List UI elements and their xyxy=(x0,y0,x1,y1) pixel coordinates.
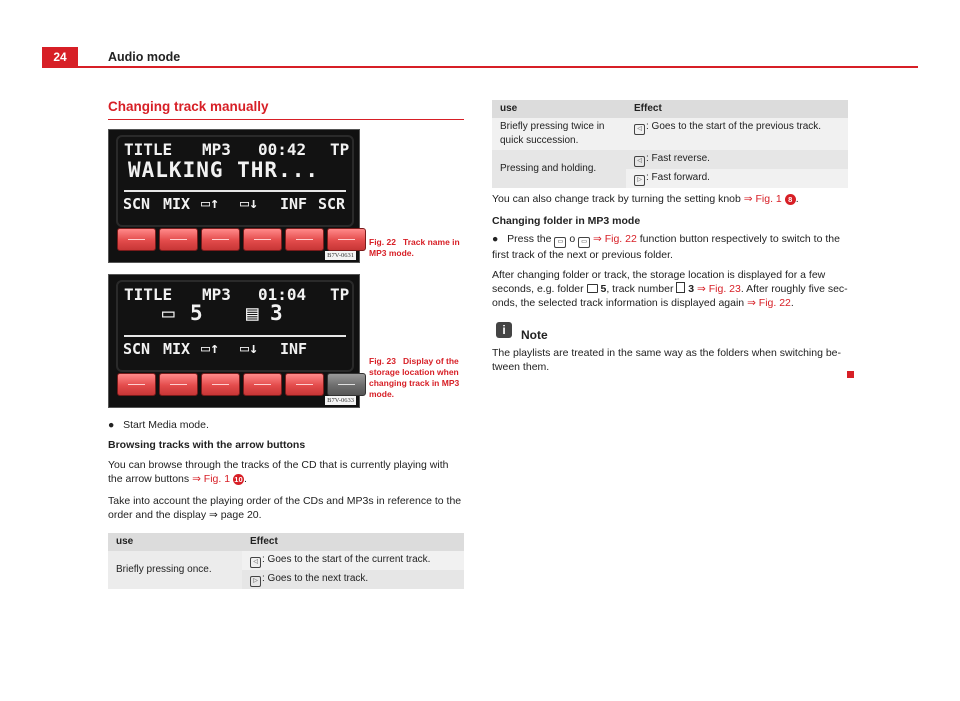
page-number: 24 xyxy=(42,47,78,67)
paragraph-end: . xyxy=(243,473,247,485)
lcd-divider xyxy=(124,190,346,192)
lcd-title: TITLE xyxy=(124,140,173,159)
track-icon: ▤ xyxy=(246,301,259,325)
track-number: 3 xyxy=(688,283,695,295)
table-cell-effect xyxy=(242,551,464,570)
folder-icon: ▭ xyxy=(162,301,175,325)
table-cell-use: Briefly pressing twice in quick succession. xyxy=(492,118,626,150)
table-cell-effect xyxy=(242,570,464,589)
header-rule xyxy=(42,66,918,68)
bullet-press-function-button xyxy=(492,232,848,262)
folder-up-button-icon: ▭ xyxy=(554,237,566,248)
lcd-tp: TP xyxy=(330,285,350,304)
caption-text: Track name in MP3 mode. xyxy=(369,237,460,258)
table-single-press xyxy=(108,533,464,589)
figure-22-image xyxy=(108,129,360,263)
effect-text: : Goes to the start of the current track. xyxy=(262,554,431,565)
function-button xyxy=(285,228,324,251)
callout-number: 8 xyxy=(785,194,796,205)
next-button-icon: ▷ xyxy=(250,576,261,587)
table-header-use: use xyxy=(492,100,626,118)
paragraph-browse xyxy=(108,458,464,486)
lcd-scn: SCN xyxy=(123,340,151,358)
effect-text: : Goes to the next track. xyxy=(262,573,369,584)
lcd-display xyxy=(116,135,354,227)
folder-up-icon: ▭↑ xyxy=(201,339,220,357)
folder-up-icon: ▭↑ xyxy=(201,194,220,212)
function-button xyxy=(117,373,156,396)
table-header-use: use xyxy=(108,533,242,551)
lcd-display xyxy=(116,280,354,372)
folder-number: 5 xyxy=(600,283,607,295)
next-button-icon: ▷ xyxy=(634,175,645,186)
function-button xyxy=(201,373,240,396)
bullet-text: function button respectively to switch to the first track of the next or previous folder. xyxy=(492,233,840,261)
function-buttons xyxy=(117,228,366,251)
caption-label: Fig. 23 xyxy=(369,356,396,366)
caption-label: Fig. 22 xyxy=(369,237,396,247)
bullet-start-media xyxy=(108,418,464,432)
paragraph-playing-order: Take into account the playing order of the CDs and MP3s in reference to the order and the display ⇒ page 20. xyxy=(108,495,462,521)
figure-link[interactable]: ⇒ Fig. 23 xyxy=(697,283,741,295)
lcd-track-number: 3 xyxy=(270,301,283,325)
figure-link[interactable]: ⇒ Fig. 22 xyxy=(747,297,791,309)
track-icon xyxy=(676,282,685,293)
function-button xyxy=(117,228,156,251)
function-button-active xyxy=(327,373,366,396)
note-text: The playlists are treated in the same way as the folders when switching be-tween them. xyxy=(492,347,842,373)
lcd-tp: TP xyxy=(330,140,350,159)
subheading-arrow-buttons: Browsing tracks with the arrow buttons xyxy=(108,439,306,451)
function-button xyxy=(243,228,282,251)
table-header-effect: Effect xyxy=(626,100,848,118)
function-button xyxy=(285,373,324,396)
note-icon: i xyxy=(496,322,512,338)
caption-text: Display of the storage location when changing track in MP3 mode. xyxy=(369,356,460,399)
table-cell-effect xyxy=(626,150,848,169)
function-button xyxy=(159,228,198,251)
effect-text: : Goes to the start of the previous track. xyxy=(646,121,822,132)
bullet-text: Start Media mode. xyxy=(123,419,209,431)
folder-down-icon: ▭↓ xyxy=(240,194,259,212)
lcd-mix: MIX xyxy=(163,195,191,213)
table-cell-use: Briefly pressing once. xyxy=(108,551,242,589)
paragraph-end: . xyxy=(790,297,794,309)
lcd-folder-number: 5 xyxy=(190,301,203,325)
lcd-track-name: WALKING THR... xyxy=(128,158,320,182)
function-button xyxy=(159,373,198,396)
subheading-changing-folder: Changing folder in MP3 mode xyxy=(492,215,641,227)
effect-text: : Fast reverse. xyxy=(646,153,710,164)
lcd-inf: INF xyxy=(280,340,308,358)
function-buttons xyxy=(117,373,366,396)
lcd-time: 01:04 xyxy=(258,285,307,304)
folder-icon xyxy=(587,284,598,293)
figure-22-caption xyxy=(369,237,469,259)
effect-text: : Fast forward. xyxy=(646,172,710,183)
figure-link[interactable]: ⇒ Fig. 1 xyxy=(743,193,782,205)
function-button xyxy=(201,228,240,251)
section-end-marker xyxy=(847,371,854,378)
lcd-mix: MIX xyxy=(163,340,191,358)
section-rule xyxy=(108,119,464,120)
lcd-mp3: MP3 xyxy=(202,285,231,304)
bullet-text: o xyxy=(569,233,576,245)
callout-number: 10 xyxy=(234,475,243,484)
paragraph-storage-location xyxy=(492,268,848,310)
figure-link[interactable]: ⇒ Fig. 22 xyxy=(593,233,637,245)
lcd-scn: SCN xyxy=(123,195,151,213)
paragraph-text: , track number xyxy=(606,283,674,295)
figure-link[interactable]: ⇒ Fig. 1 xyxy=(192,473,231,485)
figure-23-caption xyxy=(369,356,469,400)
lcd-title: TITLE xyxy=(124,285,173,304)
lcd-inf: INF xyxy=(280,195,308,213)
prev-button-icon: ◁ xyxy=(634,156,645,167)
lcd-divider xyxy=(124,335,346,337)
table-press-hold xyxy=(492,100,848,188)
paragraph-end: . xyxy=(795,193,799,205)
function-button xyxy=(327,228,366,251)
bullet-icon: ● xyxy=(108,419,115,431)
paragraph-text: After changing folder or track, the storage location is displayed for a few seconds, e.g. folder xyxy=(492,269,826,295)
figure-23-image xyxy=(108,274,360,408)
lcd-time: 00:42 xyxy=(258,140,307,159)
page-title: Audio mode xyxy=(108,50,181,64)
folder-down-icon: ▭↓ xyxy=(240,339,259,357)
figure-code: B7V-0631 xyxy=(327,252,354,259)
bullet-icon: ● xyxy=(492,233,499,245)
figure-code: B7V-0633 xyxy=(327,397,354,404)
lcd-scr: SCR xyxy=(318,195,346,213)
table-cell-use: Pressing and holding. xyxy=(492,150,626,188)
note-title: Note xyxy=(521,328,548,342)
bullet-text: Press the xyxy=(507,233,552,245)
paragraph-text: . After roughly five sec-onds, the selected track information is displayed again xyxy=(492,283,848,309)
folder-down-button-icon: ▭ xyxy=(578,237,590,248)
table-cell-effect xyxy=(626,118,848,150)
paragraph-text: You can also change track by turning the setting knob xyxy=(492,193,741,205)
table-cell-effect xyxy=(626,169,848,188)
lcd-mp3: MP3 xyxy=(202,140,231,159)
paragraph-setting-knob xyxy=(492,192,848,206)
function-button xyxy=(243,373,282,396)
section-title: Changing track manually xyxy=(108,99,269,114)
prev-button-icon: ◁ xyxy=(634,124,645,135)
paragraph-text: You can browse through the tracks of the CD that is currently playing with the arrow buttons xyxy=(108,459,449,485)
prev-button-icon: ◁ xyxy=(250,557,261,568)
table-header-effect: Effect xyxy=(242,533,464,551)
